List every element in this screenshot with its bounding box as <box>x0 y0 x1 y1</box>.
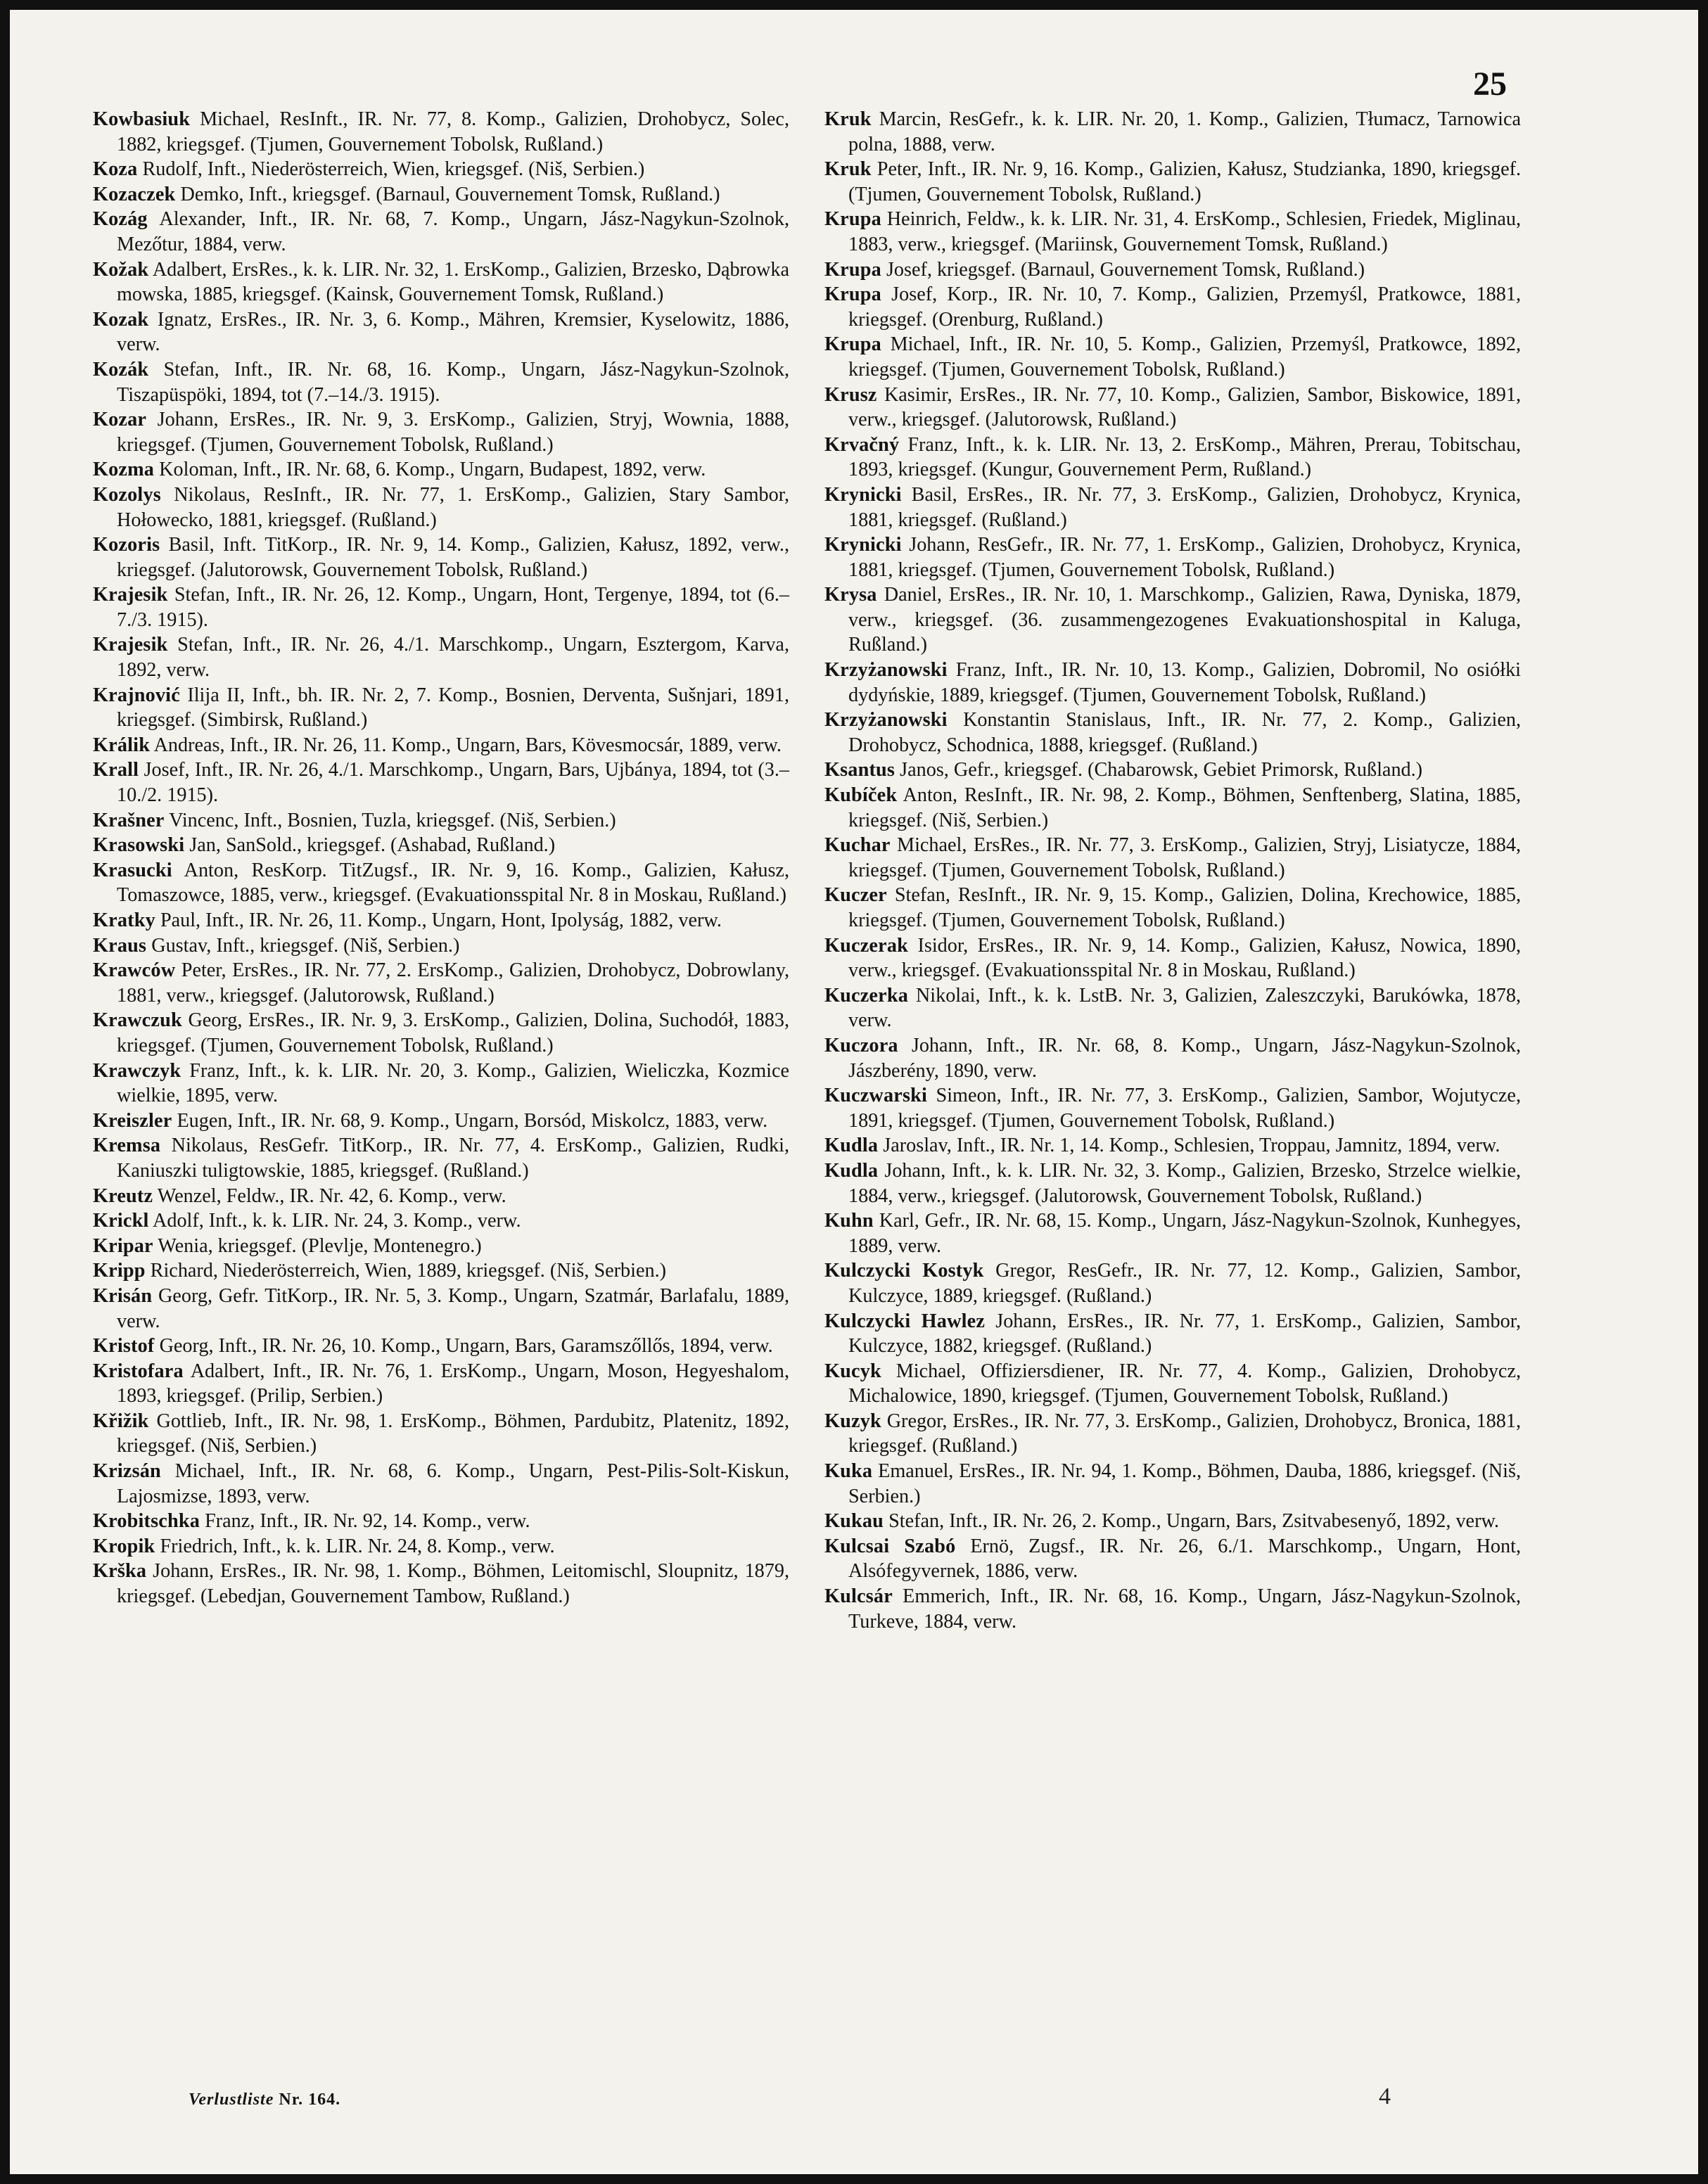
entry-details: Richard, Niederösterreich, Wien, 1889, kriegsgef. (Niš, Serbien.) <box>150 1260 667 1282</box>
entry-details: Marcin, ResGefr., k. k. LIR. Nr. 20, 1. Komp., Galizien, Tłumacz, Tarnowica polna, 1888, verw. <box>848 108 1521 155</box>
list-entry <box>93 958 789 1008</box>
list-entry <box>93 733 789 758</box>
entry-details: Andreas, Inft., IR. Nr. 26, 11. Komp., Ungarn, Bars, Kövesmocsár, 1889, verw. <box>153 734 782 756</box>
entry-surname: Kuzyk <box>824 1410 881 1432</box>
list-entry <box>93 307 789 357</box>
entry-surname: Kuczer <box>824 884 887 907</box>
entry-details: Alexander, Inft., IR. Nr. 68, 7. Komp., Ungarn, Jász-Nagykun-Szolnok, Mezőtur, 1884, verw. <box>117 208 789 255</box>
entry-surname: Krawców <box>93 959 176 982</box>
list-entry <box>824 433 1521 483</box>
list-entry <box>824 257 1521 283</box>
entry-details: Vincenc, Inft., Bosnien, Tuzla, kriegsgef. (Niš, Serbien.) <box>169 809 616 831</box>
entry-surname: Kuczora <box>824 1034 898 1056</box>
entry-surname: Krawczyk <box>93 1059 181 1082</box>
entry-details: Georg, ErsRes., IR. Nr. 9, 3. ErsKomp., Galizien, Dolina, Suchodół, 1883, kriegsgef. (Tjumen, Gouvernement Tobolsk, Rußland.) <box>117 1009 790 1056</box>
list-entry <box>824 1534 1521 1584</box>
list-entry <box>93 182 789 207</box>
entry-details: Simeon, Inft., IR. Nr. 77, 3. ErsKomp., Galizien, Sambor, Wojutycze, 1891, kriegsgef. (Tjumen, Gouvernement Tobolsk, Rußland.) <box>848 1085 1521 1132</box>
list-entry <box>93 1208 789 1234</box>
entry-details: Josef, kriegsgef. (Barnaul, Gouvernement Tomsk, Rußland.) <box>886 258 1365 281</box>
entry-details: Gustav, Inft., kriegsgef. (Niš, Serbien.) <box>151 934 460 957</box>
entry-surname: Kozolys <box>93 483 161 506</box>
entry-details: Anton, ResInft., IR. Nr. 98, 2. Komp., Böhmen, Senftenberg, Slatina, 1885, kriegsgef. (Niš, Serbien.) <box>848 784 1521 831</box>
entry-details: Rudolf, Inft., Niederösterreich, Wien, kriegsgef. (Niš, Serbien.) <box>142 158 645 181</box>
list-entry <box>824 1459 1521 1509</box>
entry-details: Nikolai, Inft., k. k. LstB. Nr. 3, Galizien, Zaleszczyki, Barukówka, 1878, verw. <box>848 984 1522 1032</box>
entry-surname: Krašner <box>93 809 165 831</box>
list-entry <box>824 833 1521 883</box>
entry-details: Johann, ResGefr., IR. Nr. 77, 1. ErsKomp., Galizien, Drohobycz, Krynica, 1881, kriegsgef. (Tjumen, Gouvernement Tobolsk, Rußland.) <box>848 534 1522 581</box>
entry-surname: Kropik <box>93 1535 155 1557</box>
entry-surname: Kruk <box>824 108 872 130</box>
list-entry <box>93 1534 789 1559</box>
list-entry <box>93 1059 789 1109</box>
document-page <box>10 10 1698 2174</box>
list-entry <box>93 632 789 682</box>
entry-details: Stefan, Inft., IR. Nr. 26, 4./1. Marschkomp., Ungarn, Esztergom, Karva, 1892, verw. <box>117 634 789 682</box>
entry-surname: Kukau <box>824 1510 884 1533</box>
list-entry <box>824 1258 1521 1308</box>
list-entry <box>824 783 1521 833</box>
entry-surname: Krzyżanowski <box>824 659 948 682</box>
entry-surname: Krajesik <box>93 584 168 606</box>
list-entry <box>93 207 789 257</box>
list-entry <box>93 933 789 959</box>
list-entry <box>93 1008 789 1058</box>
list-entry <box>824 1033 1521 1083</box>
entry-surname: Kowbasiuk <box>93 108 191 130</box>
list-entry <box>824 1584 1521 1634</box>
entry-surname: Kozág <box>93 208 148 231</box>
entry-details: Stefan, Inft., IR. Nr. 26, 12. Komp., Ungarn, Hont, Tergenye, 1894, tot (6.–7./3. 1915). <box>117 584 789 631</box>
list-entry <box>824 983 1521 1033</box>
list-entry <box>93 257 789 307</box>
entry-surname: Kudla <box>824 1159 879 1182</box>
entry-details: Peter, ErsRes., IR. Nr. 77, 2. ErsKomp., Galizien, Drohobycz, Dobrowlany, 1881, verw., kriegsgef. (Jalutorowsk, Rußland.) <box>117 959 790 1007</box>
list-entry <box>93 1559 789 1609</box>
list-entry <box>824 483 1521 532</box>
list-entry <box>824 532 1521 582</box>
entry-details: Josef, Inft., IR. Nr. 26, 4./1. Marschkomp., Ungarn, Bars, Ujbánya, 1894, tot (3.–10./2. 1915). <box>117 759 790 807</box>
list-entry <box>93 1409 789 1459</box>
entry-details: Franz, Inft., IR. Nr. 92, 14. Komp., verw. <box>205 1510 530 1533</box>
entry-details: Wenzel, Feldw., IR. Nr. 42, 6. Komp., verw. <box>157 1184 506 1207</box>
entry-surname: Kratky <box>93 909 155 931</box>
entry-surname: Krupa <box>824 333 881 356</box>
entry-surname: Kulcsár <box>824 1585 893 1608</box>
entry-surname: Krzyżanowski <box>824 709 948 732</box>
entry-surname: Kuchar <box>824 834 891 857</box>
signature-mark: 4 <box>1379 2083 1391 2109</box>
list-entry <box>93 157 789 182</box>
list-entry <box>824 658 1521 708</box>
entry-details: Adalbert, ErsRes., k. k. LIR. Nr. 32, 1. ErsKomp., Galizien, Brzesko, Dąbrowka mowska, 1885, kriegsgef. (Kainsk, Gouvernement Tomsk, Rußland.) <box>117 258 789 306</box>
list-entry <box>93 1109 789 1134</box>
entry-details: Gottlieb, Inft., IR. Nr. 98, 1. ErsKomp., Böhmen, Pardubitz, Platenitz, 1892, kriegsgef. (Niš, Serbien.) <box>117 1410 790 1457</box>
list-entry <box>824 383 1521 433</box>
entry-details: Anton, ResKorp. TitZugsf., IR. Nr. 9, 16. Komp., Galizien, Kałusz, Tomaszowce, 1885, verw., kriegsgef. (Evakuationsspital Nr. 8 in Moskau, Rußland.) <box>117 859 789 907</box>
entry-surname: Krall <box>93 759 139 781</box>
footer-title: Verlustliste <box>189 2090 274 2109</box>
entry-details: Stefan, Inft., IR. Nr. 68, 16. Komp., Ungarn, Jász-Nagykun-Szolnok, Tiszapüspöki, 1894, tot (7.–14./3. 1915). <box>117 358 789 406</box>
entry-details: Nikolaus, ResGefr. TitKorp., IR. Nr. 77, 4. ErsKomp., Galizien, Rudki, Kaniuszki tuligtowskie, 1885, kriegsgef. (Rußland.) <box>117 1135 790 1182</box>
entry-surname: Krynicki <box>824 483 902 506</box>
entry-details: Eugen, Inft., IR. Nr. 68, 9. Komp., Ungarn, Borsód, Miskolcz, 1883, verw. <box>177 1109 768 1132</box>
entry-details: Karl, Gefr., IR. Nr. 68, 15. Komp., Ungarn, Jász-Nagykun-Szolnok, Kunhegyes, 1889, verw. <box>848 1210 1522 1257</box>
entry-surname: Kucyk <box>824 1360 881 1382</box>
list-entry <box>824 933 1521 983</box>
list-entry <box>824 1409 1521 1459</box>
list-entry <box>824 207 1521 257</box>
entry-surname: Krickl <box>93 1210 149 1232</box>
entry-surname: Kozák <box>93 358 149 381</box>
entry-details: Isidor, ErsRes., IR. Nr. 9, 14. Komp., Galizien, Kałusz, Nowica, 1890, verw., kriegsgef. (Evakuationsspital Nr. 8 in Moskau, Rußland.) <box>848 934 1521 982</box>
entry-details: Emanuel, ErsRes., IR. Nr. 94, 1. Komp., Böhmen, Dauba, 1886, kriegsgef. (Niš, Serbien.) <box>848 1460 1522 1507</box>
list-entry <box>824 758 1521 783</box>
entry-details: Ernö, Zugsf., IR. Nr. 26, 6./1. Marschkomp., Ungarn, Hont, Alsófegyvernek, 1886, verw. <box>848 1535 1521 1583</box>
list-entry <box>93 858 789 908</box>
entry-surname: Kristofara <box>93 1360 184 1382</box>
list-entry <box>824 708 1521 758</box>
entry-details: Johann, ErsRes., IR. Nr. 9, 3. ErsKomp., Galizien, Stryj, Wownia, 1888, kriegsgef. (Tjumen, Gouvernement Tobolsk, Rußland.) <box>117 409 790 456</box>
entry-details: Adalbert, Inft., IR. Nr. 76, 1. ErsKomp., Ungarn, Moson, Hegyeshalom, 1893, kriegsgef. (Prilip, Serbien.) <box>117 1360 789 1407</box>
entry-surname: Kuhn <box>824 1210 874 1232</box>
entry-surname: Králik <box>93 734 151 756</box>
entry-surname: Kozar <box>93 409 147 431</box>
list-entry <box>824 157 1521 207</box>
list-entry <box>93 908 789 933</box>
entry-details: Kasimir, ErsRes., IR. Nr. 77, 10. Komp., Galizien, Sambor, Biskowice, 1891, verw., kriegsgef. (Jalutorowsk, Rußland.) <box>848 383 1522 431</box>
entry-details: Ilija II, Inft., bh. IR. Nr. 2, 7. Komp., Bosnien, Derventa, Sušnjari, 1891, kriegsgef. (Simbirsk, Rußland.) <box>117 684 789 732</box>
entry-surname: Krusz <box>824 383 877 406</box>
entry-surname: Krasucki <box>93 859 172 881</box>
entry-details: Koloman, Inft., IR. Nr. 68, 6. Komp., Ungarn, Budapest, 1892, verw. <box>159 459 706 481</box>
entry-surname: Krvačný <box>824 433 900 456</box>
entry-details: Emmerich, Inft., IR. Nr. 68, 16. Komp., Ungarn, Jász-Nagykun-Szolnok, Turkeve, 1884, verw. <box>848 1585 1521 1633</box>
entry-surname: Kreiszler <box>93 1109 172 1132</box>
list-entry <box>93 357 789 407</box>
entry-details: Ignatz, ErsRes., IR. Nr. 3, 6. Komp., Mähren, Kremsier, Kyselowitz, 1886, verw. <box>117 308 790 356</box>
entry-surname: Kozma <box>93 459 155 481</box>
entry-details: Basil, Inft. TitKorp., IR. Nr. 9, 14. Komp., Galizien, Kałusz, 1892, verw., kriegsgef. (Jalutorowsk, Gouvernement Tobolsk, Rußland.) <box>117 534 790 581</box>
entry-surname: Kremsa <box>93 1135 161 1157</box>
entry-details: Franz, Inft., k. k. LIR. Nr. 20, 3. Komp., Galizien, Wieliczka, Kozmice wielkie, 1895, verw. <box>117 1059 789 1107</box>
entry-surname: Krizsán <box>93 1460 161 1483</box>
entry-surname: Kozaczek <box>93 183 176 205</box>
entry-surname: Kulczycki Hawlez <box>824 1310 986 1332</box>
list-entry <box>93 1184 789 1209</box>
entry-details: Daniel, ErsRes., IR. Nr. 10, 1. Marschkomp., Galizien, Rawa, Dyniska, 1879, verw., kriegsgef. (36. zusammengezogenes Evakuationshospital in Kaluga, Rußland.) <box>848 584 1522 656</box>
entry-surname: Krisán <box>93 1284 153 1307</box>
list-entry <box>93 457 789 483</box>
entry-details: Johann, ErsRes., IR. Nr. 77, 1. ErsKomp., Galizien, Sambor, Kulczyce, 1882, kriegsgef. (Rußland.) <box>848 1310 1522 1358</box>
list-entry <box>824 107 1521 157</box>
entry-details: Johann, Inft., k. k. LIR. Nr. 32, 3. Komp., Galizien, Brzesko, Strzelce wielkie, 1884, verw., kriegsgef. (Jalutorowsk, Gouvernement Tobolsk, Rußland.) <box>848 1159 1522 1207</box>
entry-details: Gregor, ResGefr., IR. Nr. 77, 12. Komp., Galizien, Sambor, Kulczyce, 1889, kriegsgef. (Rußland.) <box>848 1260 1521 1307</box>
entry-details: Michael, Offiziersdiener, IR. Nr. 77, 4. Komp., Galizien, Drohobycz, Michalowice, 1890, kriegsgef. (Tjumen, Gouvernement Tobolsk, Rußland.) <box>848 1360 1522 1407</box>
entry-details: Peter, Inft., IR. Nr. 9, 16. Komp., Galizien, Kałusz, Studzianka, 1890, kriegsgef. (Tjumen, Gouvernement Tobolsk, Rußland.) <box>848 158 1522 205</box>
list-entry <box>824 282 1521 332</box>
entry-details: Georg, Inft., IR. Nr. 26, 10. Komp., Ungarn, Bars, Garamszőllős, 1894, verw. <box>159 1335 773 1358</box>
left-column <box>93 107 789 1609</box>
list-entry <box>824 1083 1521 1133</box>
entry-surname: Kuczerka <box>824 984 909 1007</box>
right-column <box>824 107 1521 1634</box>
entry-details: Josef, Korp., IR. Nr. 10, 7. Komp., Galizien, Przemyśl, Pratkowce, 1881, kriegsgef. (Orenburg, Rußland.) <box>848 283 1522 331</box>
list-entry <box>93 582 789 632</box>
list-entry <box>824 1158 1521 1208</box>
entry-details: Adolf, Inft., k. k. LIR. Nr. 24, 3. Komp., verw. <box>153 1210 521 1232</box>
list-entry <box>824 1133 1521 1158</box>
entry-surname: Krasowski <box>93 834 185 857</box>
footer-number: Nr. 164. <box>279 2090 341 2109</box>
entry-surname: Krajesik <box>93 634 168 656</box>
entry-details: Michael, ErsRes., IR. Nr. 77, 3. ErsKomp., Galizien, Stryj, Lisiatycze, 1884, kriegsgef. (Tjumen, Gouvernement Tobolsk, Rußland.) <box>848 834 1521 881</box>
entry-surname: Kuczwarski <box>824 1085 928 1107</box>
entry-details: Georg, Gefr. TitKorp., IR. Nr. 5, 3. Komp., Ungarn, Szatmár, Barlafalu, 1889, verw. <box>117 1284 790 1332</box>
entry-details: Gregor, ErsRes., IR. Nr. 77, 3. ErsKomp., Galizien, Drohobycz, Bronica, 1881, kriegsgef. (Rußland.) <box>848 1410 1521 1457</box>
entry-details: Basil, ErsRes., IR. Nr. 77, 3. ErsKomp., Galizien, Drohobycz, Krynica, 1881, kriegsgef. (Rußland.) <box>848 483 1521 531</box>
page-number: 25 <box>1473 65 1507 103</box>
entry-details: Friedrich, Inft., k. k. LIR. Nr. 24, 8. Komp., verw. <box>160 1535 555 1557</box>
list-entry <box>93 1133 789 1183</box>
entry-details: Jan, SanSold., kriegsgef. (Ashabad, Rußland.) <box>189 834 556 857</box>
list-entry <box>824 1208 1521 1258</box>
list-entry <box>824 1309 1521 1359</box>
entry-surname: Ksantus <box>824 759 896 781</box>
entry-details: Heinrich, Feldw., k. k. LIR. Nr. 31, 4. ErsKomp., Schlesien, Friedek, Miglinau, 1883, verw., kriegsgef. (Mariinsk, Gouvernement Tomsk, Rußland.) <box>848 208 1522 255</box>
list-entry <box>824 1359 1521 1409</box>
entry-surname: Krajnović <box>93 684 180 706</box>
entry-surname: Krynicki <box>824 534 902 556</box>
list-entry <box>93 808 789 834</box>
list-entry <box>93 833 789 858</box>
list-entry <box>93 107 789 157</box>
list-entry <box>93 532 789 582</box>
entry-surname: Kozak <box>93 308 149 331</box>
list-entry <box>824 883 1521 933</box>
entry-details: Stefan, Inft., IR. Nr. 26, 2. Komp., Ungarn, Bars, Zsitvabesenyő, 1892, verw. <box>888 1510 1500 1533</box>
entry-surname: Krupa <box>824 208 881 231</box>
entry-surname: Kraus <box>93 934 147 957</box>
list-entry <box>93 1234 789 1259</box>
entry-surname: Kubíček <box>824 784 898 807</box>
list-entry <box>93 407 789 457</box>
entry-details: Jaroslav, Inft., IR. Nr. 1, 14. Komp., Schlesien, Troppau, Jamnitz, 1894, verw. <box>883 1135 1500 1157</box>
entry-surname: Kristof <box>93 1335 155 1358</box>
list-entry <box>93 483 789 532</box>
entry-details: Johann, Inft., IR. Nr. 68, 8. Komp., Ungarn, Jász-Nagykun-Szolnok, Jászberény, 1890, verw. <box>848 1034 1521 1082</box>
entry-surname: Krška <box>93 1560 147 1583</box>
entry-surname: Kulcsai Szabó <box>824 1535 956 1557</box>
entry-surname: Krupa <box>824 258 881 281</box>
entry-surname: Kozoris <box>93 534 160 556</box>
entry-details: Michael, ResInft., IR. Nr. 77, 8. Komp., Galizien, Drohobycz, Solec, 1882, kriegsgef. (Tjumen, Gouvernement Tobolsk, Rußland.) <box>117 108 789 155</box>
entry-details: Nikolaus, ResInft., IR. Nr. 77, 1. ErsKomp., Galizien, Stary Sambor, Hołowecko, 1881, kriegsgef. (Rußland.) <box>117 483 790 531</box>
entry-surname: Krupa <box>824 283 881 306</box>
entry-surname: Kudla <box>824 1135 879 1157</box>
entry-surname: Kuka <box>824 1460 873 1483</box>
entry-surname: Kruk <box>824 158 872 181</box>
entry-surname: Krysa <box>824 584 877 606</box>
entry-details: Wenia, kriegsgef. (Plevlje, Montenegro.) <box>158 1234 482 1257</box>
list-entry <box>824 1509 1521 1534</box>
entry-details: Franz, Inft., IR. Nr. 10, 13. Komp., Galizien, Dobromil, No osiółki dydyńskie, 1889, kriegsgef. (Tjumen, Gouvernement Tobolsk, Rußland.) <box>848 659 1521 706</box>
entry-details: Demko, Inft., kriegsgef. (Barnaul, Gouvernement Tomsk, Rußland.) <box>180 183 720 205</box>
entry-surname: Kožak <box>93 258 149 281</box>
list-entry <box>93 1509 789 1534</box>
entry-surname: Krobitschka <box>93 1510 200 1533</box>
list-entry <box>93 1334 789 1359</box>
entry-details: Michael, Inft., IR. Nr. 10, 5. Komp., Galizien, Przemyśl, Pratkowce, 1892, kriegsgef. (Tjumen, Gouvernement Tobolsk, Rußland.) <box>848 333 1522 381</box>
entry-surname: Kripp <box>93 1260 146 1282</box>
entry-surname: Kreutz <box>93 1184 153 1207</box>
entry-surname: Kripar <box>93 1234 153 1257</box>
entry-details: Janos, Gefr., kriegsgef. (Chabarowsk, Gebiet Primorsk, Rußland.) <box>900 759 1423 781</box>
list-entry <box>824 582 1521 658</box>
list-entry <box>93 1284 789 1334</box>
entry-surname: Kulczycki Kostyk <box>824 1260 984 1282</box>
entry-details: Stefan, ResInft., IR. Nr. 9, 15. Komp., Galizien, Dolina, Krechowice, 1885, kriegsgef. (Tjumen, Gouvernement Tobolsk, Rußland.) <box>848 884 1521 931</box>
list-entry <box>93 683 789 733</box>
entry-details: Michael, Inft., IR. Nr. 68, 6. Komp., Ungarn, Pest-Pilis-Solt-Kiskun, Lajosmizse, 1893, verw. <box>117 1460 790 1507</box>
entry-details: Paul, Inft., IR. Nr. 26, 11. Komp., Ungarn, Hont, Ipolyság, 1882, verw. <box>160 909 722 931</box>
list-entry <box>93 1459 789 1509</box>
entry-surname: Krawczuk <box>93 1009 182 1032</box>
entry-surname: Kuczerak <box>824 934 909 957</box>
entry-surname: Křižik <box>93 1410 149 1432</box>
list-entry <box>824 332 1521 382</box>
entry-details: Johann, ErsRes., IR. Nr. 98, 1. Komp., Böhmen, Leitomischl, Sloupnitz, 1879, kriegsgef. (Lebedjan, Gouvernement Tambow, Rußland.) <box>117 1560 790 1608</box>
list-entry <box>93 1359 789 1409</box>
entry-details: Konstantin Stanislaus, Inft., IR. Nr. 77, 2. Komp., Galizien, Drohobycz, Schodnica, 1888, kriegsgef. (Rußland.) <box>848 709 1522 756</box>
footer <box>189 2090 340 2109</box>
list-entry <box>93 758 789 807</box>
entry-surname: Koza <box>93 158 138 181</box>
entry-details: Franz, Inft., k. k. LIR. Nr. 13, 2. ErsKomp., Mähren, Prerau, Tobitschau, 1893, kriegsgef. (Kungur, Gouvernement Perm, Rußland.) <box>848 433 1522 481</box>
list-entry <box>93 1258 789 1284</box>
